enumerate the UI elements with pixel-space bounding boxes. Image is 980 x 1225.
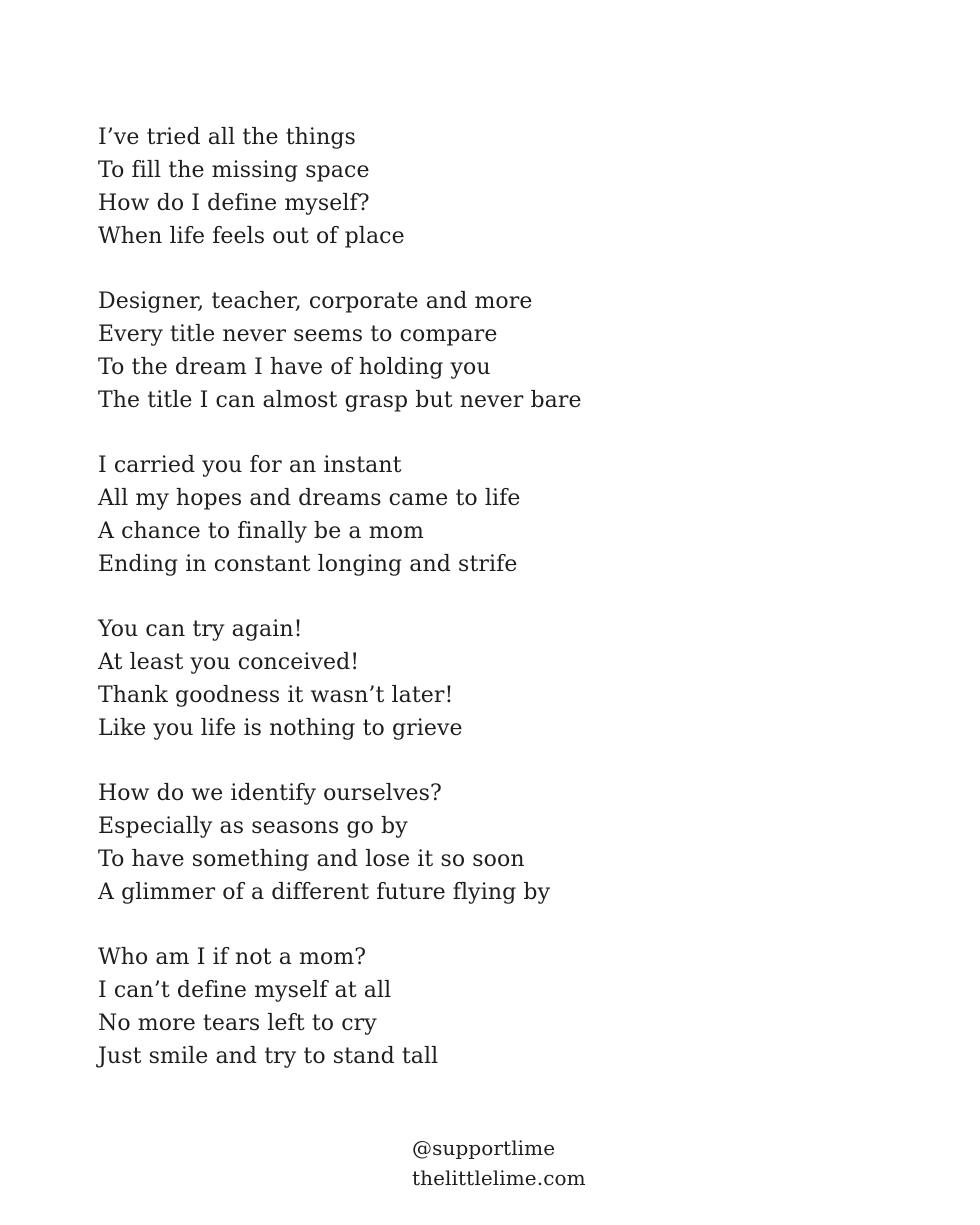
poem	[98, 121, 918, 1105]
poem-line: A glimmer of a different future flying by	[98, 880, 551, 905]
poem-line: Every title never seems to compare	[98, 322, 498, 347]
poem-line: Who am I if not a mom?	[98, 945, 367, 970]
poem-line: How do we identify ourselves?	[98, 781, 442, 806]
poem-line: No more tears left to cry	[98, 1011, 377, 1036]
poem-line: Thank goodness it wasn’t later!	[98, 683, 454, 708]
poem-line: A chance to finally be a mom	[98, 519, 424, 544]
poem-line: Especially as seasons go by	[98, 814, 408, 839]
stanza-2	[98, 285, 918, 417]
poem-line: Designer, teacher, corporate and more	[98, 289, 533, 314]
footer-credits	[412, 1133, 712, 1193]
poem-line: The title I can almost grasp but never bare	[98, 388, 582, 413]
social-handle: @supportlime	[412, 1136, 556, 1160]
poem-line: You can try again!	[98, 617, 303, 642]
poem-line: Like you life is nothing to grieve	[98, 716, 463, 741]
poem-line: I carried you for an instant	[98, 453, 402, 478]
poem-line: To have something and lose it so soon	[98, 847, 525, 872]
stanza-4	[98, 613, 918, 745]
poem-line: Just smile and try to stand tall	[98, 1044, 439, 1069]
poem-line: I’ve tried all the things	[98, 125, 356, 150]
stanza-1	[98, 121, 918, 253]
poem-line: To the dream I have of holding you	[98, 355, 491, 380]
poem-line: To fill the missing space	[98, 158, 370, 183]
poem-line: How do I define myself?	[98, 191, 370, 216]
poem-line: I can’t define myself at all	[98, 978, 392, 1003]
poem-line: At least you conceived!	[98, 650, 360, 675]
stanza-5	[98, 777, 918, 909]
website-text: thelittlelime.com	[412, 1166, 586, 1190]
poem-line: When life feels out of place	[98, 224, 405, 249]
stanza-3	[98, 449, 918, 581]
poem-line: Ending in constant longing and strife	[98, 552, 518, 577]
poem-line: All my hopes and dreams came to life	[98, 486, 521, 511]
stanza-6	[98, 941, 918, 1073]
